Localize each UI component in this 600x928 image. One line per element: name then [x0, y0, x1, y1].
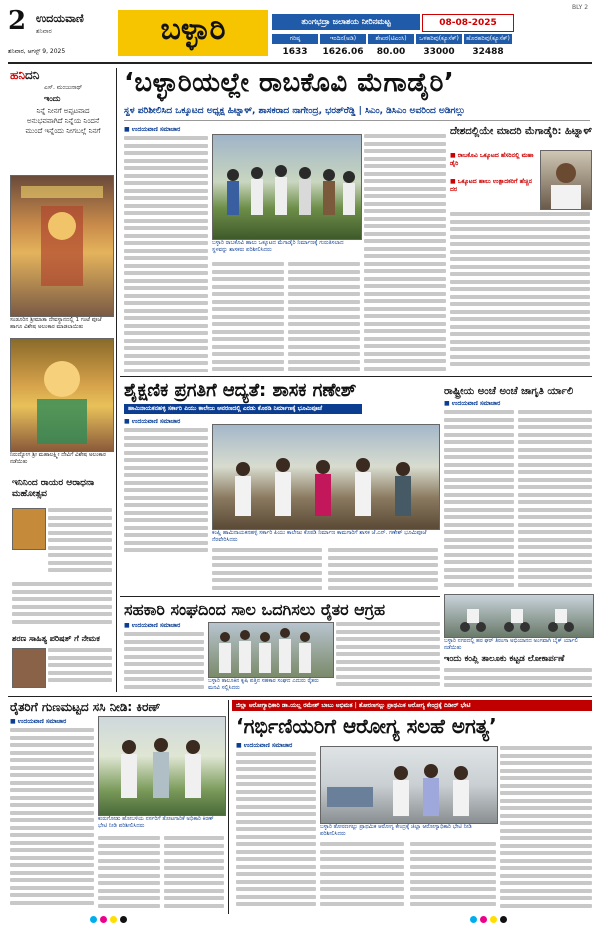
side-headline-2: ಶರಣ ಸಾಹಿತ್ಯ ಪರಿಷತ್ ಗೆ ನೇಮಕ — [12, 634, 100, 643]
cooperative-photo-caption: ಬಳ್ಳಾರಿ ತಾಲೂಕಿನ ಕೃಷಿ ಪತ್ತಿನ ಸಹಕಾರ ಸಂಘದ ಎದುರು ರೈತರು ಮನವಿ ಸಲ್ಲಿಸಿದರು — [208, 678, 319, 691]
registration-dot-yellow — [490, 916, 497, 923]
lead-byline: ■ ಉದಯವಾಣಿ ಸಮಾಚಾರ — [124, 126, 181, 133]
rally-text-col2 — [518, 410, 592, 590]
dam-header: ಗರಿಷ್ಠ — [272, 34, 318, 44]
cooperative-text-col2 — [336, 622, 440, 692]
side-article-1-text-b — [12, 582, 112, 630]
registration-dot-magenta — [480, 916, 487, 923]
dam-level-table — [272, 34, 512, 60]
education-text-col2 — [212, 548, 322, 594]
paper-tagline: ಶನಿವಾರ — [36, 28, 52, 35]
cooperative-photo — [208, 622, 334, 678]
portrait-illustration — [541, 151, 591, 209]
bike-rally-illustration — [445, 595, 593, 637]
education-photo-caption: ಕಂಪ್ಲಿ ಹಾಮಿನಾಯಕನಹಳ್ಳಿ ಸರ್ಕಾರಿ ಪಿಯು ಕಾಲೇಜು ಕೊಠಡಿ ನಿರ್ಮಾಣ ಕಾಮಗಾರಿಗೆ ಶಾಸಕ ಜೆ.ಎನ್. ಗಣೇಶ್ ಭೂಮಿಪೂಜೆ ನೆರವೇರಿಸಿದರು — [212, 530, 427, 543]
date-line: ಶನಿವಾರ, ಆಗಸ್ಟ್ 9, 2025 — [8, 48, 66, 55]
lead-text-col3 — [288, 262, 360, 372]
lead-deck-rule — [124, 120, 590, 121]
seed-text-col3 — [164, 836, 224, 912]
rally-text-col1 — [444, 410, 514, 590]
rally-byline: ■ ಉದಯವಾಣಿ ಸಮಾಚಾರ — [444, 400, 501, 407]
seed-byline: ■ ಉದಯವಾಣಿ ಸಮಾಚಾರ — [10, 718, 67, 725]
temple-photo-1 — [10, 175, 114, 317]
side-article-2-text — [48, 648, 112, 688]
side-photo-2 — [12, 648, 46, 688]
registration-dot-yellow — [110, 916, 117, 923]
health-photo — [320, 746, 498, 824]
deity-illustration — [11, 176, 113, 316]
lead-photo-people — [213, 135, 361, 239]
health-text-col4 — [500, 746, 592, 912]
dam-header: ಇಂದಿನ(ಅಡಿ) — [320, 34, 366, 44]
temple-photo-2 — [10, 338, 114, 452]
right-bullet-1: ■ ರಾಬಕೊವಿ ಒಕ್ಕೂಟದ ಹೆಸರಿನಲ್ಲಿ ಮಹಾ ಡೈರಿ — [450, 152, 534, 167]
seed-photo-caption: ಕುರುಗೋಡು ಹೋಬಳಿಯ ನರ್ಸರಿಗೆ ತೋಟಗಾರಿಕೆ ಅಧಿಕಾರಿ ಕಿರಣ್ ಭೇಟಿ ನೀಡಿ ಪರಿಶೀಲಿಸಿದರು — [98, 816, 214, 829]
lead-text-col2 — [212, 262, 284, 372]
hani-quote: ನಿನ್ನೆ ನೀನಗೆ ಅಪ್ಪಟವಾದ ಅನುಭವವಾಗಿದೆ ನಿನ್ನೆಯ ನಿಂದನೆ ಮುಂದೆ ಇನ್ನೆಂದು ನೀಗಬಲ್ಲೆ ನಿನಗೆ — [25, 107, 101, 135]
health-text-col1 — [236, 752, 316, 912]
lead-headline: ‘ಬಳ್ಳಾರಿಯಲ್ಲೇ ರಾಬಕೊವಿ ಮೆಗಾಡೈರಿ’ — [124, 68, 455, 98]
registration-dot-magenta — [100, 916, 107, 923]
dam-level-banner: ತುಂಗಭದ್ರಾ ಜಲಾಶಯ ನೀರಿನಮಟ್ಟ — [272, 14, 420, 30]
dam-header: ಒಳಹರಿವು(ಕ್ಯೂಸೆಕ್) — [416, 34, 462, 44]
section-rule-2 — [120, 596, 440, 597]
seed-text-col2 — [98, 836, 160, 912]
deity-illustration-2 — [11, 339, 113, 451]
section-rule-1 — [120, 376, 592, 377]
side-headline-1: ಇನಿನಿಂದ ರಾಯರ ಆರಾಧನಾ ಮಹೋತ್ಸವ — [12, 478, 95, 499]
cooperative-headline: ಸಹಕಾರಿ ಸಂಘದಿಂದ ಸಾಲ ಒದಗಿಸಲು ರೈತರ ಆಗ್ರಹ — [124, 600, 386, 619]
lead-text-col1 — [124, 136, 208, 372]
dam-value: 1626.06 — [322, 47, 364, 57]
health-photo-scene — [321, 747, 497, 823]
right-headline: ದೇಶದಲ್ಲಿಯೇ ಮಾದರಿ ಮೆಗಾಡೈರಿ: ಹಿಟ್ನಾಳ್ — [450, 126, 593, 137]
dam-header: ಹೊರಹರಿವು(ಕ್ಯೂಸೆಕ್) — [464, 34, 512, 44]
hani-logo-red: ಹನಿ — [10, 68, 25, 82]
lead-text-col4 — [364, 134, 446, 372]
health-photo-caption: ಬಳ್ಳಾರಿ ತೋರಣಗಲ್ಲು ಪ್ರಾಥಮಿಕ ಆರೋಗ್ಯ ಕೇಂದ್ರಕ್ಕೆ ಜಿಲ್ಲಾ ಆರೋಗ್ಯಾಧಿಕಾರಿ ಭೇಟಿ ನೀಡಿ ಪರಿಶೀಲಿಸಿದರು — [320, 824, 472, 837]
health-banner: ಜಿಲ್ಲಾ ಆರೋಗ್ಯಾಧಿಕಾರಿ ಡಾ.ಯಲ್ಲ ರಮೇಶ್ ಬಾಬು ಅಭಿಮತ | ತೋರಣಗಲ್ಲು ಪ್ರಾಥಮಿಕ ಆರೋಗ್ಯ ಕೇಂದ್ರಕ್ಕೆ ದಿಡೀರ್ ಭೇಟಿ — [232, 700, 592, 711]
rally-headline: ರಾಷ್ಟ್ರೀಯ ಅಂಚೆ ಅಂಚೆ ಜಾಗೃತಿ ರ್ಯಾಲಿ — [444, 386, 574, 397]
page-number: 2 — [8, 6, 27, 36]
health-byline: ■ ಉದಯವಾಣಿ ಸಮಾಚಾರ — [236, 742, 293, 749]
cooperative-text-col1 — [124, 632, 204, 692]
lead-photo-caption: ಬಳ್ಳಾರಿ ರಾಬಕೊವಿ ಹಾಲು ಒಕ್ಕೂಟದ ಮೆಗಾಡೈರಿ ನಿರ್ಮಾಣಕ್ಕೆ ಗುರುತಿಸಲಾದ ಸ್ಥಳವನ್ನು ಶಾಸಕರು ಪರಿಶೀಲಿಸಿದರು — [212, 240, 344, 253]
bike-headline: ಇಂದು ಕಂಪ್ಲಿ ತಾಲೂಕು ಕಟ್ಟಡ ಲೋಕಾರ್ಪಣೆ — [444, 654, 565, 664]
registration-dot-black — [500, 916, 507, 923]
dam-value: 80.00 — [376, 47, 406, 57]
seed-photo-people — [99, 717, 225, 815]
left-column-rule — [116, 68, 117, 692]
edition-date: 08-08-2025 — [422, 14, 514, 32]
seed-headline: ರೈತರಿಗೆ ಗುಣಮಟ್ಟದ ಸಸಿ ನೀಡಿ: ಕಿರಣ್ — [10, 700, 161, 714]
side-article-1-text — [48, 508, 112, 580]
cooperative-photo-people — [209, 623, 333, 677]
cooperative-byline: ■ ಉದಯವಾಣಿ ಸಮಾಚಾರ — [124, 622, 181, 629]
city-title: ಬಳ್ಳಾರಿ — [160, 12, 226, 47]
registration-dot-cyan — [90, 916, 97, 923]
dam-value: 1633 — [282, 47, 308, 57]
today-label: ಇಂದು — [44, 94, 61, 103]
education-text-col1 — [124, 428, 208, 558]
health-text-col2 — [320, 842, 404, 912]
education-photo — [212, 424, 440, 530]
dam-value: 33000 — [423, 47, 455, 57]
seed-photo — [98, 716, 226, 816]
seed-text-col1 — [10, 728, 94, 912]
lead-photo — [212, 134, 362, 240]
bike-text — [444, 668, 592, 692]
education-banner: ಹಾಮಿನಾಯಕನಹಳ್ಳಿ ಸರ್ಕಾರಿ ಪಿಯು ಕಾಲೇಜು ಆವರಣದಲ್ಲಿ ಎರಡು ಕೊಠಡಿ ನಿರ್ಮಾಣಕ್ಕೆ ಭೂಮಿಪೂಜೆ — [124, 404, 362, 414]
dam-value: 32488 — [472, 47, 504, 57]
right-story-text — [450, 212, 590, 372]
education-byline: ■ ಉದಯವಾಣಿ ಸಮಾಚಾರ — [124, 418, 181, 425]
side-photo-1 — [12, 508, 46, 550]
temple-photo-1-caption: ಸಂಡೂರಿನ ಶ್ರೀಮಾತಾ ದೇವಸ್ಥಾನದಲ್ಲಿ 1 ಗಂಟೆ ಪೂಜೆ ಹಾಗೂ ವಿಶೇಷ ಅಲಂಕಾರ ಮಾಡಲಾಯಿತು — [10, 317, 102, 330]
hani-logo-black: ದನಿ — [25, 68, 40, 82]
health-headline: ‘ಗರ್ಭಿಣಿಯರಿಗೆ ಆರೋಗ್ಯ ಸಲಹೆ ಅಗತ್ಯ’ — [236, 714, 497, 738]
temple-photo-2-caption: ನಿರುದ್ಯೋಗ ಶ್ರೀ ಮಹಾಲಕ್ಷ್ಮೀ ದೇವಿಗೆ ವಿಶೇಷ ಅಲಂಕಾರ ನಡೆಯಿತು — [10, 452, 106, 465]
hani-dani-logo — [10, 68, 39, 83]
edition-code: BLY 2 — [572, 4, 589, 11]
hitnal-portrait — [540, 150, 592, 210]
bottom-column-rule — [228, 700, 229, 914]
dam-header: ಶೇಖರ(ಟಿಎಂಸಿ) — [368, 34, 414, 44]
bike-rally-caption: ಬಳ್ಳಾರಿ ನಗರದಲ್ಲಿ ಹರ ಘರ್ ತಿರಂಗಾ ಅಭಿಯಾನದ ಅಂಗವಾಗಿ ಬೈಕ್ ರ್ಯಾಲಿ ನಡೆಯಿತು — [444, 638, 578, 651]
registration-dot-cyan — [470, 916, 477, 923]
health-text-col3 — [410, 842, 496, 912]
education-text-col3 — [328, 548, 438, 594]
education-photo-people — [213, 425, 439, 529]
registration-dot-black — [120, 916, 127, 923]
masthead-rule — [8, 62, 592, 64]
education-headline: ಶೈಕ್ಷಣಿಕ ಪ್ರಗತಿಗೆ ಆದ್ಯತೆ: ಶಾಸಕ ಗಣೇಶ್ — [124, 380, 357, 401]
hani-author: ಎಸ್. ಮಂಜುನಾಥ್ — [44, 84, 83, 91]
bike-rally-photo — [444, 594, 594, 638]
section-rule-3 — [8, 696, 592, 697]
paper-name: ಉದಯವಾಣಿ — [36, 12, 84, 25]
right-bullet-2: ■ ಒಕ್ಕೂಟದ ಹಾಲು ಉತ್ಪಾದಕರಿಗೆ ಹೆಚ್ಚಿನ ದರ — [450, 178, 532, 193]
lead-deck: ಸ್ಥಳ ಪರಿಶೀಲಿಸಿದ ಒಕ್ಕೂಟದ ಅಧ್ಯಕ್ಷ ಹಿಟ್ನಾಳ್, ಶಾಸಕರಾದ ನಾಗೇಂದ್ರ, ಭರತ್‌ರೆಡ್ಡಿ | ಸಿಎಂ, ಡಿಸಿಎಂ ಅವರಿಂದ ಅಡಿಗಲ್ಲು — [124, 106, 466, 116]
